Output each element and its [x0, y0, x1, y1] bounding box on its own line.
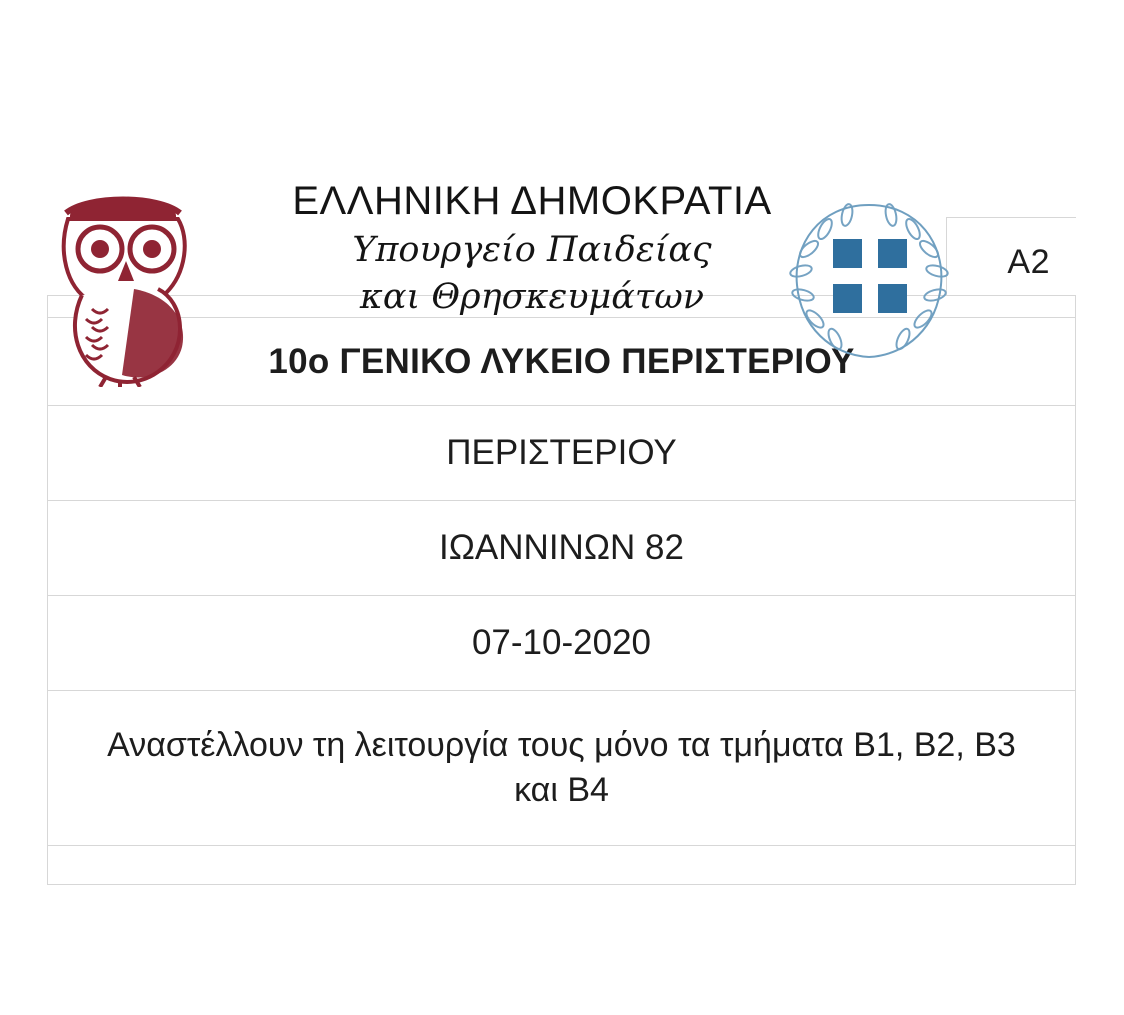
ministry-line-2: Υπουργείο Παιδείας	[352, 230, 712, 270]
school-info-table	[47, 155, 1076, 885]
ministry-line-1: ΕΛΛΗΝΙΚΗ ΔΗΜΟΚΡΑΤΙΑ	[292, 179, 772, 223]
table-row	[47, 690, 1076, 845]
code-cell-value: Α2	[1007, 243, 1050, 281]
address-value: ΙΩΑΝΝΙΝΩΝ 82	[439, 528, 684, 567]
ministry-line-3: και Θρησκευμάτων	[359, 276, 705, 317]
table-row	[47, 405, 1076, 500]
table-row	[47, 500, 1076, 595]
document-header-row	[47, 155, 1076, 317]
table-row-partial	[47, 845, 1076, 885]
table-row	[47, 595, 1076, 690]
ministry-title-block	[247, 180, 817, 316]
municipality-value: ΠΕΡΙΣΤΕΡΙΟΥ	[446, 433, 677, 472]
date-value: 07-10-2020	[471, 623, 652, 662]
school-name-value: 10ο ΓΕΝΙΚΟ ΛΥΚΕΙΟ ΠΕΡΙΣΤΕΡΙΟΥ	[268, 341, 855, 381]
greek-flag-wreath-icon	[787, 197, 952, 362]
suspension-note-value: Αναστέλλουν τη λειτουργία τους μόνο τα τμήματα Β1, Β2, Β3 και Β4	[107, 726, 1016, 809]
owl-emblem-icon	[48, 169, 208, 387]
